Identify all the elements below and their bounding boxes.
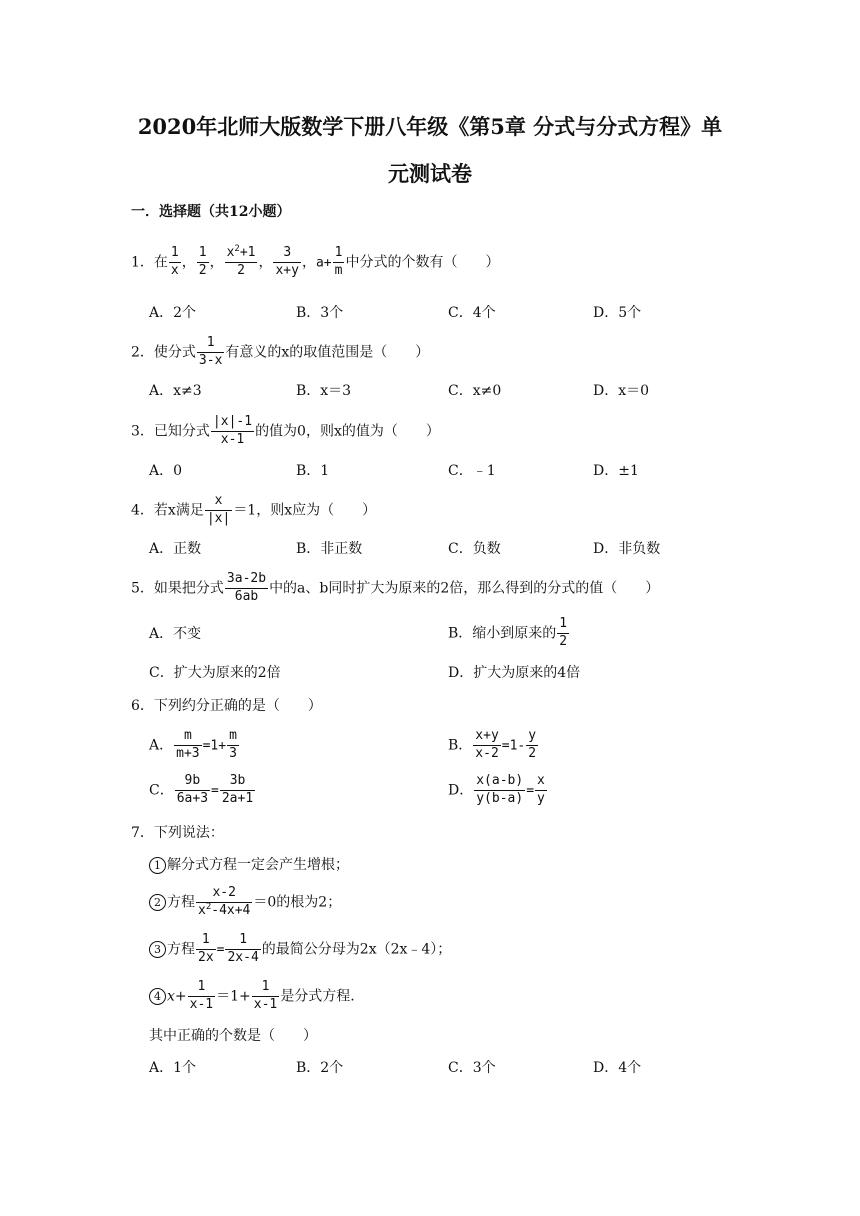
question-1: 1．在 $\frac{1}{x}$ ， $\frac{1}{2}$ ， $\frac{x^2+1}{2}$ ， $\frac{3}{x+y}$ ，a+ $\frac{1}{m}$ 中分式的个数有（ ）: [131, 244, 500, 278]
fraction: $\frac{x^2+1}{2}$: [226, 244, 256, 278]
question-6: 6．下列约分正确的是（ ）: [131, 698, 322, 714]
option-b: B．缩小到原来的 $\frac{1}{2}$: [448, 616, 568, 649]
fraction: $\frac{1}{3-x}$: [198, 335, 223, 368]
fraction: $\frac{x(a-b)}{y(b-a)}$: [476, 773, 524, 806]
fraction: $\frac{x+y}{x-2}$: [475, 728, 499, 761]
option-a: A．0: [149, 463, 183, 479]
question-4: 4．若x满足 $\frac{x}{|x|}$ ＝1，则x应为（ ）: [131, 493, 377, 526]
fraction: $\frac{x}{|x|}$: [206, 493, 231, 526]
option-b: B． $\frac{x+y}{x-2}$ =1- $\frac{y}{2}$: [448, 728, 537, 761]
option-d: D．±1: [593, 463, 639, 479]
option-d: D．5个: [593, 305, 642, 321]
option-b: B．2个: [296, 1060, 344, 1076]
question-number: 6．: [131, 698, 154, 714]
fraction: $\frac{1}{x-1}$: [253, 979, 278, 1012]
option-b: B．非正数: [296, 541, 363, 557]
option-b: B．x＝3: [296, 383, 352, 399]
option-c: C． $\frac{9b}{6a+3}$ = $\frac{3b}{2a+1}$: [149, 773, 254, 806]
option-c: C．负数: [448, 541, 501, 557]
question-number: 4．: [131, 502, 154, 519]
option-c: C．3个: [448, 1060, 496, 1076]
question-7: 7．下列说法：: [131, 825, 224, 841]
document-title-line2: 元测试卷: [388, 161, 472, 186]
question-7-ask: 其中正确的个数是（ ）: [149, 1028, 317, 1044]
option-a: A．不变: [149, 626, 202, 642]
fraction: $\frac{1}{x-1}$: [189, 979, 214, 1012]
fraction: $\frac{3a-2b}{6ab}$: [226, 571, 267, 604]
option-d: D．扩大为原来的4倍: [448, 665, 581, 681]
option-a: A．正数: [149, 541, 202, 557]
fraction: $\frac{m}{m+3}$: [176, 728, 200, 761]
fraction: $\frac{3}{x+y}$: [275, 245, 299, 278]
fraction: $\frac{1}{2x}$: [198, 932, 214, 965]
fraction: $\frac{1}{m}$: [334, 245, 343, 278]
fraction: $\frac{x-2}{x^2-4x+4}$: [198, 885, 251, 918]
option-b: B．3个: [296, 305, 344, 321]
option-d: D．非负数: [593, 541, 661, 557]
question-number: 5．: [131, 580, 154, 597]
fraction: $\frac{1}{2x-4}$: [227, 932, 259, 965]
question-number: 3．: [131, 423, 154, 440]
question-number: 1．: [131, 254, 154, 271]
option-a: A． $\frac{m}{m+3}$ =1+ $\frac{m}{3}$: [149, 728, 237, 761]
fraction: $\frac{3b}{2a+1}$: [221, 773, 254, 806]
question-3: 3．已知分式 $\frac{|x|-1}{x-1}$ 的值为0，则x的值为（ ）: [131, 414, 440, 447]
statement-1: 1 解分式方程一定会产生增根；: [149, 857, 349, 874]
fraction: $\frac{1}{2}$: [198, 245, 207, 278]
statement-2: 2 方程 $\frac{x-2}{x^2-4x+4}$ ＝0的根为2；: [149, 886, 341, 919]
fraction: $\frac{9b}{6a+3}$: [176, 773, 209, 806]
option-d: D．x＝0: [593, 383, 650, 399]
statement-3: 3 方程 $\frac{1}{2x}$ = $\frac{1}{2x-4}$ 的最简公分母为2x（2x﹣4）；: [149, 933, 451, 966]
statement-4: 4 x+ $\frac{1}{x-1}$ ＝1+ $\frac{1}{x-1}$ 是分式方程.: [149, 980, 355, 1013]
option-c: C．扩大为原来的2倍: [149, 665, 281, 681]
question-number: 7．: [131, 825, 154, 841]
fraction: $\frac{x}{y}$: [537, 773, 545, 806]
circled-number: 2: [149, 894, 166, 911]
circled-number: 1: [149, 857, 166, 874]
option-d: D．4个: [593, 1060, 642, 1076]
option-d: D． $\frac{x(a-b)}{y(b-a)}$ = $\frac{x}{y}$: [448, 773, 545, 806]
option-c: C．﹣1: [448, 463, 496, 479]
option-a: A．x≠3: [149, 383, 202, 399]
question-5: 5．如果把分式 $\frac{3a-2b}{6ab}$ 中的a、b同时扩大为原来的2倍，那么得到的分式的值（ ）: [131, 571, 660, 604]
document-title-line1: 2020年北师大版数学下册八年级《第5章 分式与分式方程》单: [137, 114, 723, 139]
option-c: C．4个: [448, 305, 496, 321]
circled-number: 3: [149, 941, 166, 958]
option-b: B．1: [296, 463, 330, 479]
option-a: A．2个: [149, 305, 197, 321]
question-number: 2．: [131, 344, 154, 361]
section-heading: 一．选择题（共12小题）: [131, 204, 291, 220]
option-c: C．x≠0: [448, 383, 502, 399]
option-a: A．1个: [149, 1060, 197, 1076]
circled-number: 4: [149, 988, 166, 1005]
fraction: $\frac{1}{x}$: [170, 245, 179, 278]
question-2: 2．使分式 $\frac{1}{3-x}$ 有意义的x的取值范围是（ ）: [131, 335, 430, 368]
fraction: $\frac{m}{3}$: [229, 728, 237, 761]
fraction: $\frac{|x|-1}{x-1}$: [212, 414, 253, 447]
fraction: $\frac{y}{2}$: [528, 728, 537, 761]
fraction: $\frac{1}{2}$: [559, 616, 568, 649]
